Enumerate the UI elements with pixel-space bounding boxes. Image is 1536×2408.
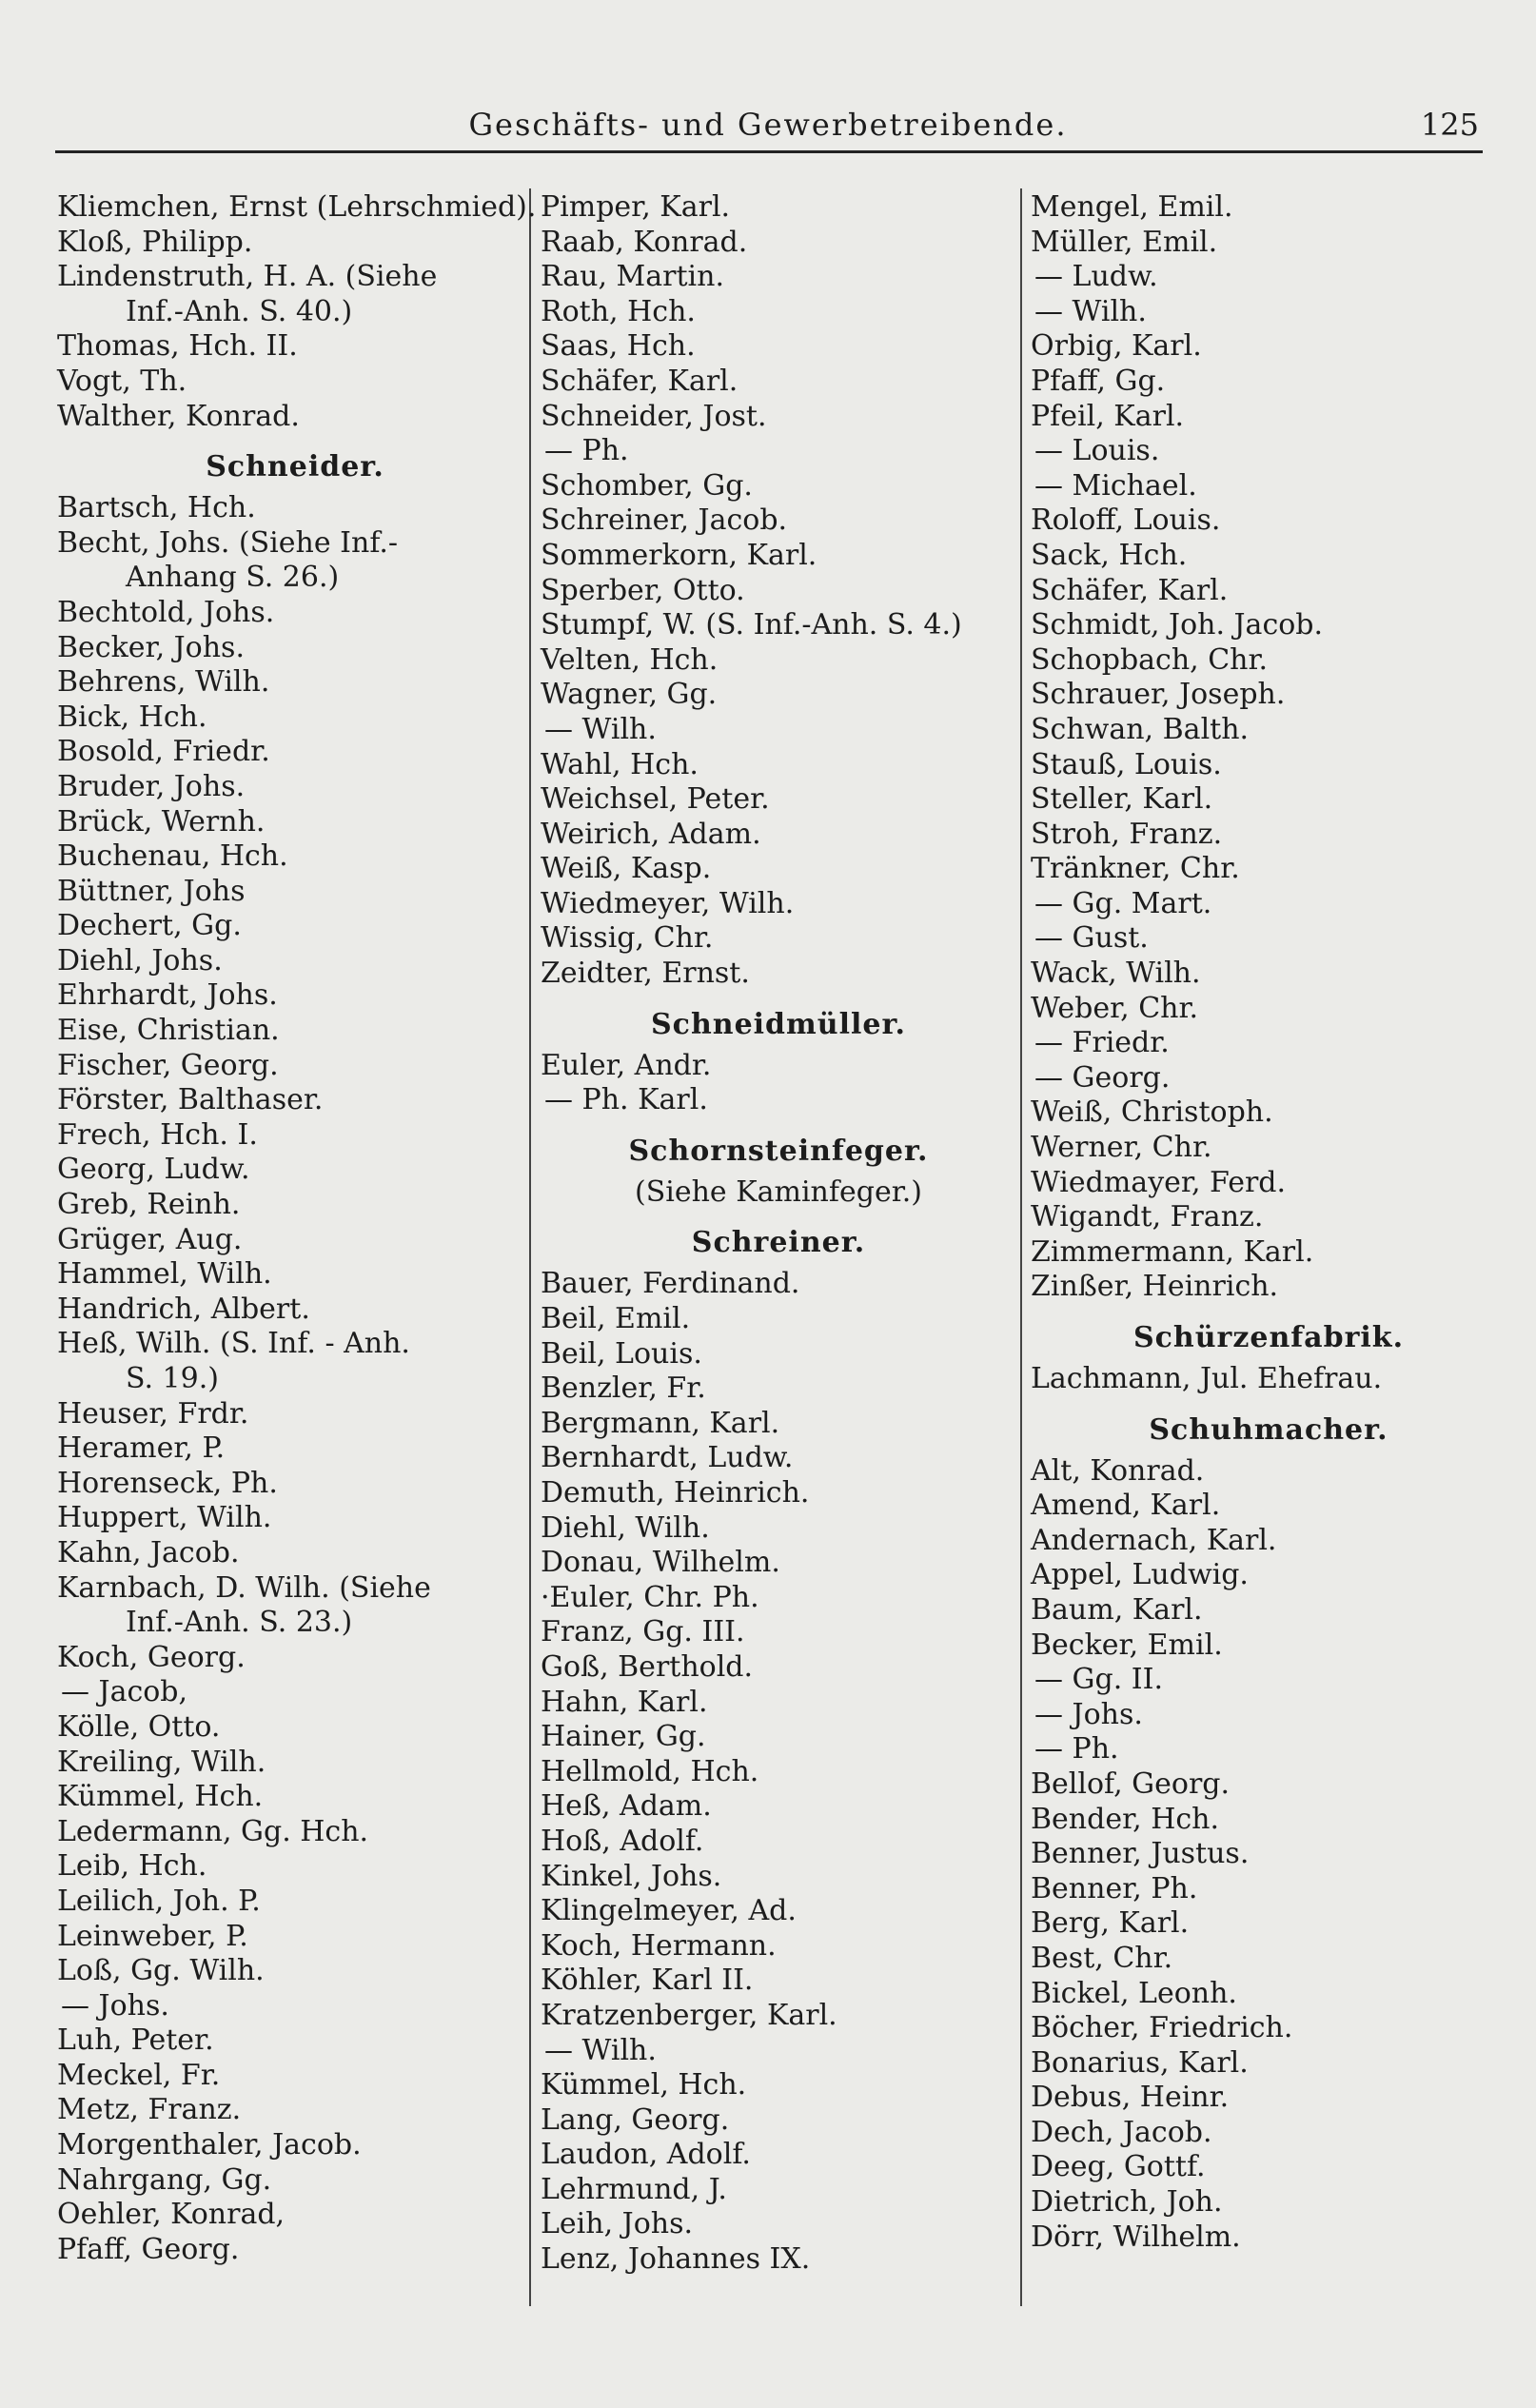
directory-entry: — Johs. <box>61 1988 169 2023</box>
directory-entry: — Louis. <box>1034 434 1160 468</box>
directory-entry: Schäfer, Karl. <box>541 364 738 398</box>
directory-entry: Wiedmeyer, Wilh. <box>541 886 795 920</box>
directory-entry: Stauß, Louis. <box>1031 747 1222 781</box>
directory-entry: Leilich, Joh. P. <box>57 1884 261 1918</box>
directory-entry: Metz, Franz. <box>57 2093 242 2127</box>
directory-entry: Benzler, Fr. <box>541 1372 706 1406</box>
directory-entry: — Friedr. <box>1034 1026 1170 1060</box>
directory-entry: Benner, Ph. <box>1031 1871 1198 1905</box>
directory-entry: Ehrhardt, Johs. <box>57 978 278 1013</box>
directory-entry: Roloff, Louis. <box>1031 503 1221 538</box>
directory-entry: Becht, Johs. (Siehe Inf.- <box>57 525 399 560</box>
directory-entry: Lehrmund, J. <box>541 2172 727 2206</box>
directory-entry: Georg, Ludw. <box>57 1153 250 1187</box>
directory-entry: Zimmermann, Karl. <box>1031 1234 1314 1269</box>
directory-entry: Goß, Berthold. <box>541 1649 754 1684</box>
directory-entry: Wiedmayer, Ferd. <box>1031 1165 1287 1199</box>
directory-entry: Weichsel, Peter. <box>541 782 770 817</box>
directory-entry: Heß, Adam. <box>541 1789 712 1824</box>
directory-entry: Oehler, Konrad, <box>57 2198 286 2232</box>
entry-continuation: Anhang S. 26.) <box>126 561 340 595</box>
directory-entry: — Ph. <box>544 434 629 468</box>
directory-entry: Luh, Peter. <box>57 2023 214 2058</box>
directory-entry: Brück, Wernh. <box>57 804 266 839</box>
directory-entry: Benner, Justus. <box>1031 1837 1250 1871</box>
directory-entry: Weiß, Christoph. <box>1031 1095 1273 1130</box>
directory-entry: Nahrgang, Gg. <box>57 2162 272 2197</box>
directory-entry: Baum, Karl. <box>1031 1592 1203 1627</box>
directory-entry: Bechtold, Johs. <box>57 595 275 629</box>
directory-entry: Appel, Ludwig. <box>1031 1558 1249 1592</box>
directory-entry: Pfaff, Gg. <box>1031 364 1166 398</box>
column-divider <box>1020 188 1022 2306</box>
directory-entry: Lang, Georg. <box>541 2102 730 2137</box>
directory-entry: Roth, Hch. <box>541 294 696 328</box>
directory-entry: Hahn, Karl. <box>541 1685 708 1719</box>
directory-entry: Weiß, Kasp. <box>541 852 712 886</box>
directory-entry: Weber, Chr. <box>1031 991 1199 1025</box>
directory-entry: Mengel, Emil. <box>1031 190 1233 224</box>
directory-entry: Becker, Emil. <box>1031 1628 1223 1662</box>
directory-entry: Huppert, Wilh. <box>57 1501 272 1535</box>
directory-entry: Förster, Balthaser. <box>57 1083 324 1117</box>
directory-entry: Schmidt, Joh. Jacob. <box>1031 608 1324 642</box>
directory-entry: Franz, Gg. III. <box>541 1615 745 1649</box>
directory-entry: Heß, Wilh. (S. Inf. - Anh. <box>57 1327 410 1361</box>
directory-entry: Böcher, Friedrich. <box>1031 2011 1293 2045</box>
directory-entry: — Ph. <box>1034 1732 1119 1767</box>
directory-entry: — Ph. Karl. <box>544 1083 708 1117</box>
directory-entry: Bender, Hch. <box>1031 1802 1220 1836</box>
directory-entry: Diehl, Wilh. <box>541 1510 710 1545</box>
directory-entry: Lenz, Johannes IX. <box>541 2242 811 2277</box>
directory-entry: Hainer, Gg. <box>541 1720 706 1754</box>
directory-entry: Hoß, Adolf. <box>541 1824 704 1858</box>
directory-entry: Bellof, Georg. <box>1031 1767 1231 1801</box>
entry-continuation: S. 19.) <box>126 1362 219 1395</box>
directory-entry: ·Euler, Chr. Ph. <box>541 1580 759 1614</box>
directory-entry: Karnbach, D. Wilh. (Siehe <box>57 1570 431 1605</box>
directory-entry: — Gg. Mart. <box>1034 886 1212 920</box>
directory-entry: Müller, Emil. <box>1031 225 1218 259</box>
directory-entry: — Wilh. <box>1034 294 1147 328</box>
directory-entry: Wack, Wilh. <box>1031 957 1201 991</box>
directory-entry: Kliemchen, Ernst (Lehrschmied). <box>57 190 537 224</box>
directory-entry: Büttner, Johs <box>57 874 246 908</box>
directory-entry: Becker, Johs. <box>57 630 245 664</box>
section-heading: Schornsteinfeger. <box>628 1134 929 1168</box>
directory-entry: Orbig, Karl. <box>1031 329 1202 364</box>
directory-entry: Laudon, Adolf. <box>541 2138 751 2172</box>
directory-entry: Kümmel, Hch. <box>57 1780 264 1814</box>
directory-entry: Werner, Chr. <box>1031 1131 1212 1165</box>
directory-entry: Schneider, Jost. <box>541 399 767 433</box>
directory-entry: Sperber, Otto. <box>541 573 745 607</box>
directory-entry: Rau, Martin. <box>541 260 725 294</box>
section-heading: Schuhmacher. <box>1149 1412 1388 1447</box>
directory-entry: — Michael. <box>1034 468 1197 503</box>
directory-entry: Thomas, Hch. II. <box>57 329 298 364</box>
directory-entry: Frech, Hch. I. <box>57 1117 258 1152</box>
directory-entry: Stroh, Franz. <box>1031 817 1223 851</box>
directory-entry: Bauer, Ferdinand. <box>541 1267 800 1301</box>
column-left <box>57 190 537 2267</box>
running-head: Geschäfts- und Gewerbetreibende. <box>468 107 1068 143</box>
directory-entry: Kölle, Otto. <box>57 1709 221 1744</box>
directory-entry: Heramer, P. <box>57 1431 226 1466</box>
directory-entry: Schomber, Gg. <box>541 468 753 503</box>
directory-entry: Wahl, Hch. <box>541 747 699 781</box>
directory-entry: Zinßer, Heinrich. <box>1031 1270 1279 1304</box>
directory-entry: Vogt, Th. <box>57 364 187 398</box>
directory-entry: Deeg, Gottf. <box>1031 2150 1206 2184</box>
directory-entry: Leib, Hch. <box>57 1849 207 1884</box>
directory-entry: Best, Chr. <box>1031 1941 1173 1975</box>
directory-entry: Dech, Jacob. <box>1031 2115 1212 2149</box>
directory-entry: Beil, Emil. <box>541 1302 691 1336</box>
directory-entry: Grüger, Aug. <box>57 1222 243 1256</box>
directory-entry: Buchenau, Hch. <box>57 839 288 874</box>
directory-entry: Lachmann, Jul. Ehefrau. <box>1031 1362 1383 1395</box>
section-note: (Siehe Kaminfeger.) <box>635 1174 922 1209</box>
directory-entry: Schäfer, Karl. <box>1031 573 1229 607</box>
directory-entry: Lindenstruth, H. A. (Siehe <box>57 260 438 294</box>
directory-entry: Schrauer, Joseph. <box>1031 678 1286 712</box>
directory-entry: Raab, Konrad. <box>541 225 748 259</box>
directory-entry: Andernach, Karl. <box>1031 1523 1277 1557</box>
directory-entry: Alt, Konrad. <box>1031 1453 1205 1488</box>
directory-entry: Bartsch, Hch. <box>57 491 256 525</box>
directory-entry: Schwan, Balth. <box>1031 712 1250 746</box>
directory-entry: Behrens, Wilh. <box>57 665 270 700</box>
directory-entry: Steller, Karl. <box>1031 782 1213 817</box>
column-middle <box>541 190 1016 2278</box>
directory-entry: Dörr, Wilhelm. <box>1031 2220 1241 2254</box>
directory-entry: — Johs. <box>1034 1697 1143 1731</box>
directory-entry: — Ludw. <box>1034 260 1158 294</box>
directory-entry: Pfeil, Karl. <box>1031 399 1185 433</box>
directory-entry: Meckel, Fr. <box>57 2058 221 2092</box>
directory-entry: Eise, Christian. <box>57 1014 280 1048</box>
directory-entry: Velten, Hch. <box>541 642 719 677</box>
directory-entry: Weirich, Adam. <box>541 817 761 851</box>
directory-entry: Wagner, Gg. <box>541 678 718 712</box>
directory-entry: Wissig, Chr. <box>541 921 714 956</box>
directory-entry: Pfaff, Georg. <box>57 2232 240 2266</box>
directory-entry: Kreiling, Wilh. <box>57 1745 266 1779</box>
directory-entry: — Wilh. <box>544 2033 657 2067</box>
entry-continuation: Inf.-Anh. S. 40.) <box>126 294 353 328</box>
directory-entry: Horenseck, Ph. <box>57 1466 278 1500</box>
directory-entry: Kümmel, Hch. <box>541 2068 747 2102</box>
directory-entry: Pimper, Karl. <box>541 190 731 224</box>
directory-entry: Bruder, Johs. <box>57 769 246 803</box>
directory-entry: Loß, Gg. Wilh. <box>57 1954 265 1988</box>
directory-entry: Koch, Hermann. <box>541 1928 777 1963</box>
directory-entry: Saas, Hch. <box>541 329 696 364</box>
directory-entry: Tränkner, Chr. <box>1031 852 1240 886</box>
section-heading: Schneidmüller. <box>651 1007 906 1041</box>
directory-entry: Leih, Johs. <box>541 2207 694 2241</box>
directory-entry: Wigandt, Franz. <box>1031 1200 1264 1234</box>
directory-entry: Kinkel, Johs. <box>541 1859 722 1893</box>
directory-entry: — Gust. <box>1034 921 1149 956</box>
entry-continuation: Inf.-Anh. S. 23.) <box>126 1606 353 1640</box>
directory-entry: Klingelmeyer, Ad. <box>541 1894 797 1928</box>
directory-entry: Bickel, Leonh. <box>1031 1976 1237 2010</box>
directory-entry: Amend, Karl. <box>1031 1489 1221 1523</box>
directory-entry: Ledermann, Gg. Hch. <box>57 1814 369 1848</box>
directory-entry: Bonarius, Karl. <box>1031 2045 1249 2080</box>
directory-entry: Demuth, Heinrich. <box>541 1476 810 1510</box>
directory-entry: Walther, Konrad. <box>57 399 300 433</box>
directory-entry: Dechert, Gg. <box>57 909 242 943</box>
directory-entry: Diehl, Johs. <box>57 943 223 977</box>
directory-entry: Bick, Hch. <box>57 700 207 734</box>
directory-entry: Kahn, Jacob. <box>57 1535 240 1569</box>
directory-entry: Sack, Hch. <box>1031 538 1188 572</box>
directory-entry: Leinweber, P. <box>57 1919 248 1953</box>
directory-entry: Koch, Georg. <box>57 1640 246 1674</box>
directory-entry: Morgenthaler, Jacob. <box>57 2128 362 2162</box>
directory-entry: Heuser, Frdr. <box>57 1396 249 1431</box>
directory-entry: Debus, Heinr. <box>1031 2081 1230 2115</box>
directory-entry: Berg, Karl. <box>1031 1906 1190 1941</box>
directory-entry: — Wilh. <box>544 712 657 746</box>
directory-entry: Sommerkorn, Karl. <box>541 538 817 572</box>
directory-entry: Euler, Andr. <box>541 1048 712 1082</box>
column-right <box>1031 190 1506 2255</box>
directory-entry: Hammel, Wilh. <box>57 1257 272 1292</box>
directory-entry: Hellmold, Hch. <box>541 1754 759 1788</box>
directory-entry: Beil, Louis. <box>541 1336 702 1371</box>
directory-entry: Bernhardt, Ludw. <box>541 1441 794 1475</box>
directory-entry: Bosold, Friedr. <box>57 735 270 769</box>
directory-entry: Schreiner, Jacob. <box>541 503 788 538</box>
directory-entry: Stumpf, W. (S. Inf.-Anh. S. 4.) <box>541 608 962 642</box>
directory-entry: Fischer, Georg. <box>57 1048 279 1082</box>
directory-entry: Kloß, Philipp. <box>57 225 253 259</box>
directory-entry: Kratzenberger, Karl. <box>541 1998 837 2032</box>
directory-entry: Bergmann, Karl. <box>541 1406 780 1440</box>
directory-entry: Donau, Wilhelm. <box>541 1546 780 1580</box>
directory-entry: Zeidter, Ernst. <box>541 957 750 991</box>
directory-entry: — Jacob, <box>61 1675 188 1709</box>
section-heading: Schneider. <box>206 450 384 484</box>
directory-entry: Dietrich, Joh. <box>1031 2185 1223 2220</box>
directory-entry: Handrich, Albert. <box>57 1292 310 1326</box>
directory-entry: Greb, Reinh. <box>57 1188 241 1222</box>
directory-entry: Köhler, Karl II. <box>541 1964 754 1998</box>
directory-entry: Schopbach, Chr. <box>1031 642 1269 677</box>
directory-entry: — Gg. II. <box>1034 1663 1164 1697</box>
header-rule <box>55 150 1483 153</box>
section-heading: Schürzenfabrik. <box>1132 1321 1405 1354</box>
section-heading: Schreiner. <box>691 1226 866 1260</box>
page-number: 125 <box>1420 107 1479 143</box>
directory-entry: — Georg. <box>1034 1060 1171 1095</box>
